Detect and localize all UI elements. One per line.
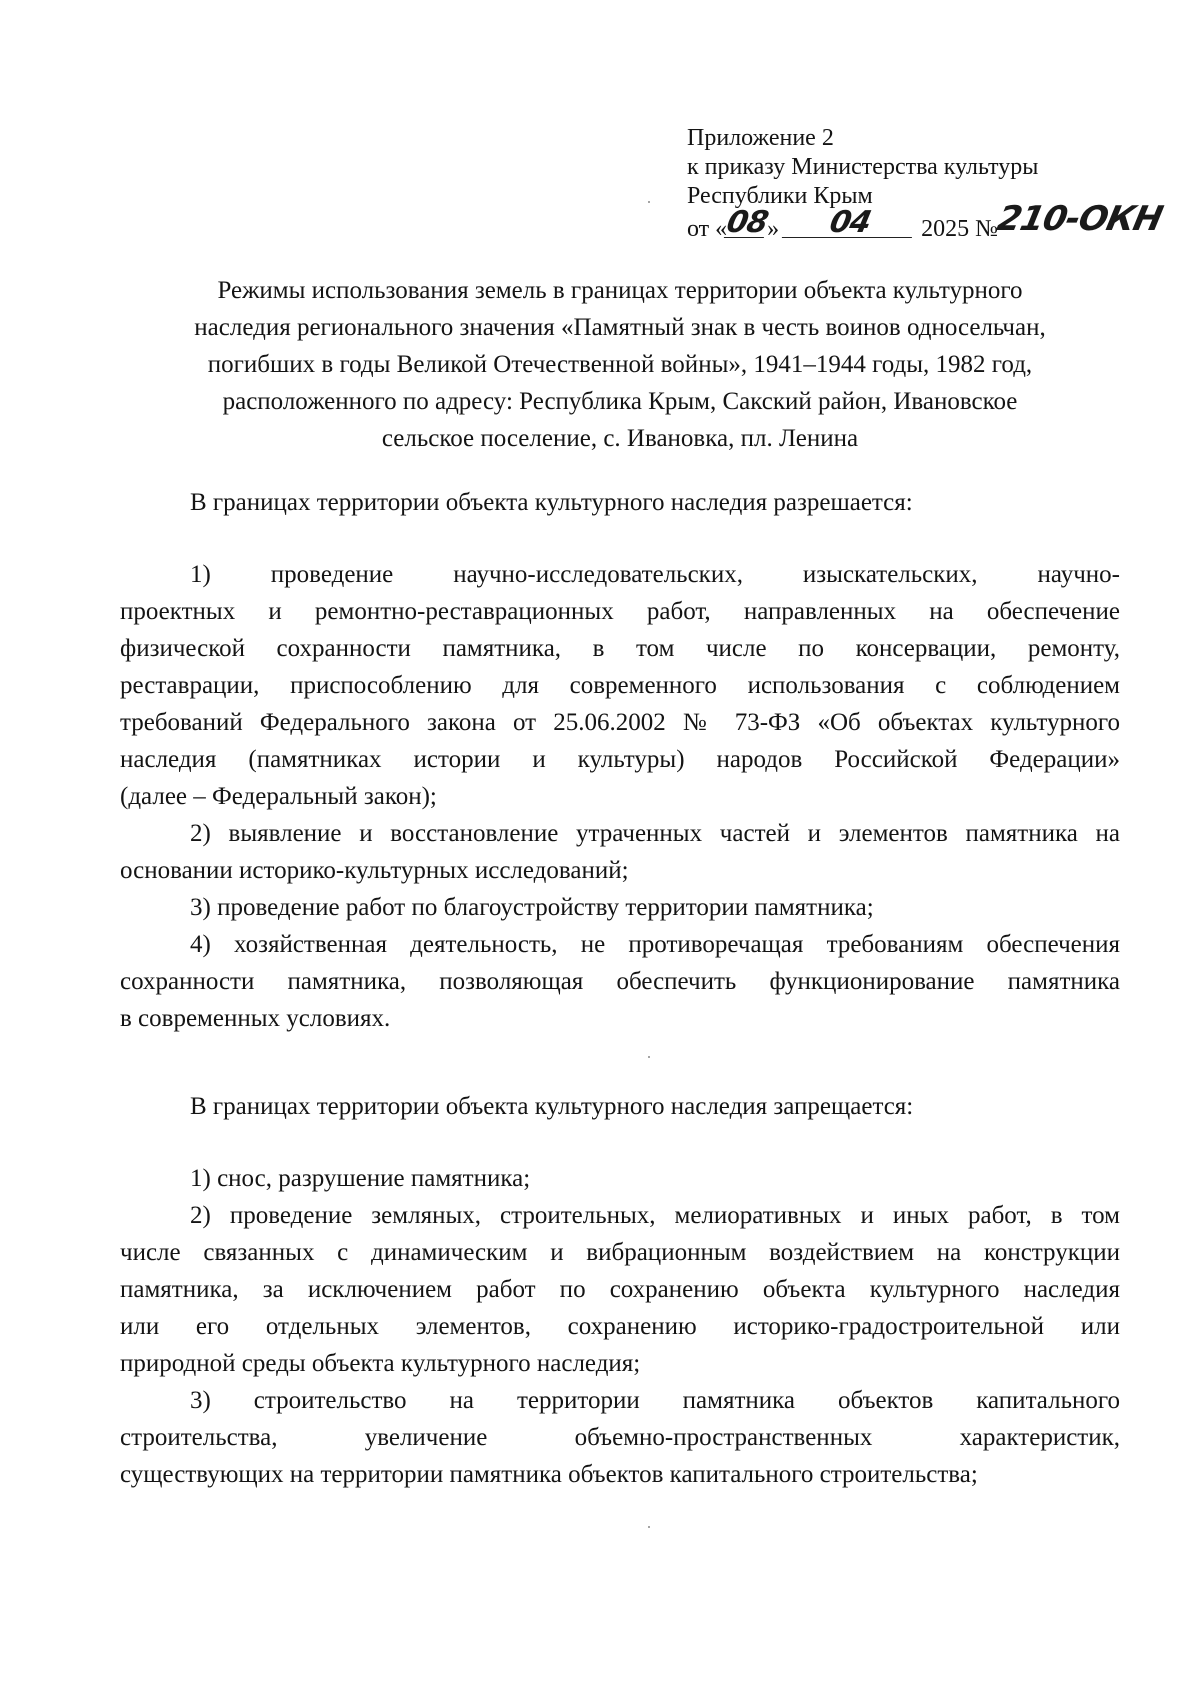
document-title [120,272,1120,457]
list-item [120,1382,1120,1493]
date-prefix: от « [687,216,728,242]
title-line: Режимы использования земель в границах территории объекта культурного [217,277,1023,304]
prohibited-heading: В границах территории объекта культурного наследия запрещается: [190,1093,914,1120]
list-item [120,1160,1120,1197]
paragraph-line: строительства, увеличение объемно-пространственных характеристик, [120,1424,1120,1451]
list-item [120,556,1120,815]
paragraph-line: (далее – Федеральный закон); [120,783,437,810]
paragraph-line: 1) снос, разрушение памятника; [190,1165,531,1192]
paragraph-line: в современных условиях. [120,1005,391,1032]
paragraph-line: числе связанных с динамическим и вибрационным воздействием на конструкции [120,1239,1120,1266]
handwritten-order-number: 210-ОКН [993,199,1166,239]
prohibited-list [120,1160,1120,1493]
list-item [120,1197,1120,1382]
title-line: сельское поселение, с. Ивановка, пл. Ленина [381,425,859,452]
paragraph-line: проектных и ремонтно-реставрационных работ, направленных на обеспечение [120,598,1120,625]
paragraph-line: 3) проведение работ по благоустройству территории памятника; [190,894,874,921]
list-item [120,889,1120,926]
date-close-quote: » [767,216,780,242]
allowed-heading: В границах территории объекта культурного наследия разрешается: [190,489,913,516]
paragraph-line: или его отдельных элементов, сохранению историко-градостроительной или [120,1313,1120,1340]
title-line: погибших в годы Великой Отечественной войны», 1941–1944 годы, 1982 год, [207,351,1033,378]
date-year: 2025 № [921,216,999,242]
paragraph-line: 3) строительство на территории памятника объектов капитального [190,1387,1120,1414]
title-line: расположенного по адресу: Республика Крым, Сакский район, Ивановское [222,388,1018,415]
order-authority: Республики Крым [687,183,873,209]
paragraph-line: 2) проведение земляных, строительных, мелиоративных и иных работ, в том [190,1202,1120,1229]
paragraph-line: существующих на территории памятника объектов капитального строительства; [120,1461,978,1488]
annex-label: Приложение 2 [687,125,834,151]
allowed-list [120,556,1120,1037]
order-reference: к приказу Министерства культуры [687,154,1039,180]
paragraph-line: 4) хозяйственная деятельность, не противоречащая требованиям обеспечения [190,931,1120,958]
title-line: наследия регионального значения «Памятный знак в честь воинов односельчан, [194,314,1046,341]
list-item [120,815,1120,889]
paragraph-line: природной среды объекта культурного наследия; [120,1350,641,1377]
scan-speck [648,1056,650,1058]
handwritten-day: 08 [723,205,771,240]
paragraph-line: физической сохранности памятника, в том числе по консервации, ремонту, [120,635,1120,662]
order-date-line [687,199,1166,245]
list-item [120,926,1120,1037]
paragraph-line: наследия (памятниках истории и культуры) народов Российской Федерации» [120,746,1120,773]
paragraph-line: сохранности памятника, позволяющая обеспечить функционирование памятника [120,968,1120,995]
paragraph-line: памятника, за исключением работ по сохранению объекта культурного наследия [120,1276,1120,1303]
paragraph-line: 2) выявление и восстановление утраченных частей и элементов памятника на [190,820,1120,847]
scan-speck [648,1526,650,1528]
paragraph-line: требований Федерального закона от 25.06.2002 № 73-ФЗ «Об объектах культурного [120,709,1120,736]
annex-header [687,124,1166,245]
handwritten-month: 04 [782,208,918,238]
paragraph-line: основании историко-культурных исследований; [120,857,629,884]
paragraph-line: реставрации, приспособлению для современного использования с соблюдением [120,672,1120,699]
paragraph-line: 1) проведение научно-исследовательских, изыскательских, научно- [190,561,1120,588]
scan-speck [648,201,650,203]
